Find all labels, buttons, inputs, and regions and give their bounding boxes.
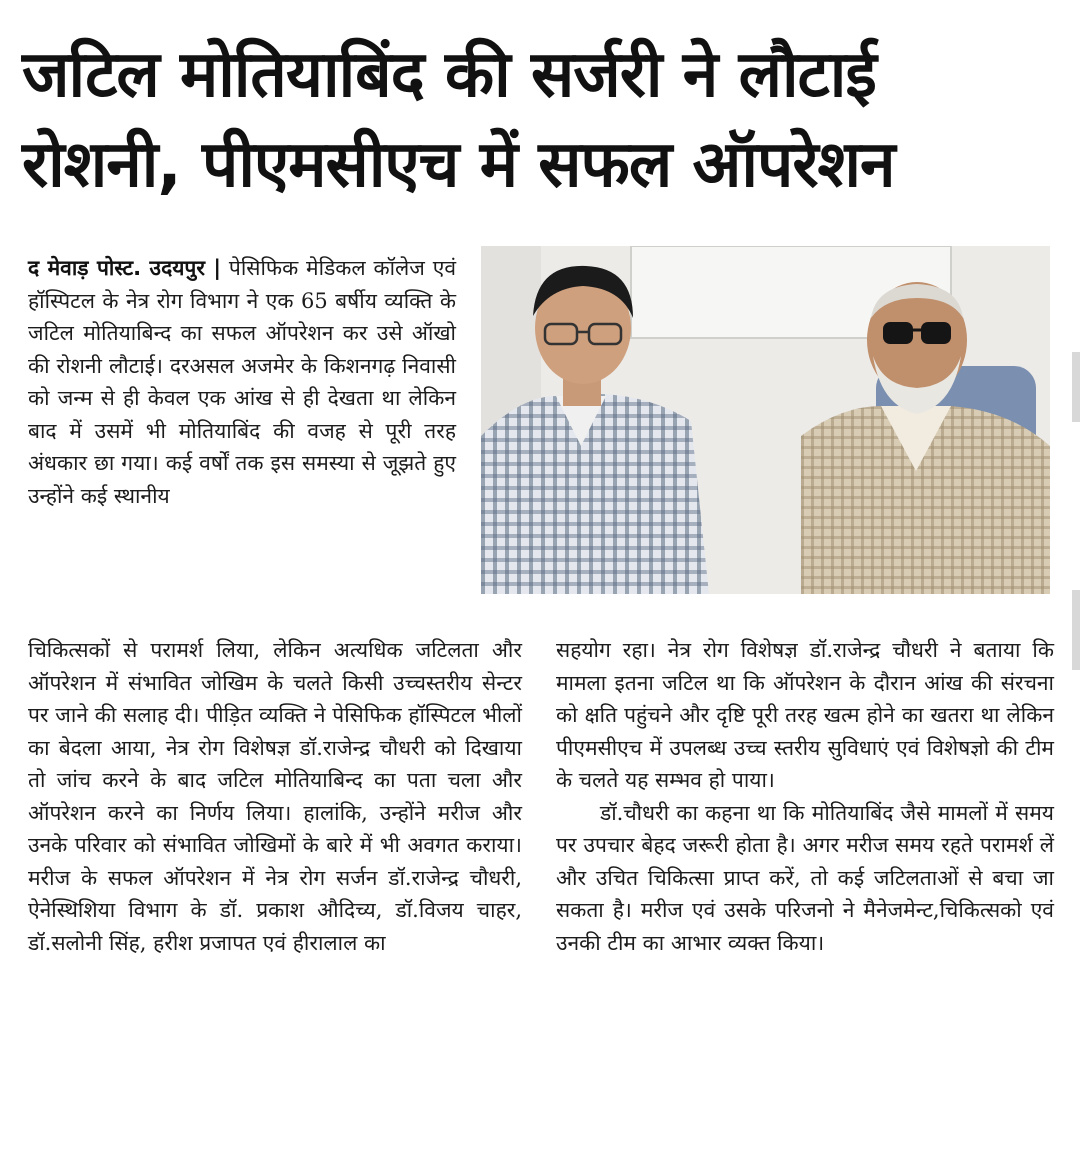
intro-column	[28, 252, 456, 512]
right-column	[556, 634, 1054, 959]
byline: द मेवाड़ पोस्ट. उदयपुर |	[28, 256, 222, 280]
intro-paragraph	[28, 252, 456, 512]
headline-line-2: रोशनी, पीएमसीएच में सफल ऑपरेशन	[22, 128, 895, 202]
page-edge-mark	[1072, 590, 1080, 670]
left-column	[28, 634, 522, 959]
left-column-text: चिकित्सकों से परामर्श लिया, लेकिन अत्यधिक जटिलता और ऑपरेशन में संभावित जोखिम के चलते किसी उच्चस्तरीय सेन्टर पर जाने की सलाह दी। पीड़ित व्यक्ति ने पेसिफिक हॉस्पिटल भीलों का बेदला आया, नेत्र रोग विशेषज्ञ डॉ.राजेन्द्र चौधरी को दिखाया तो जांच करने के बाद जटिल मोतियाबिन्द का पता चला और ऑपरेशन करने का निर्णय लिया। हालांकि, उन्होंने मरीज और उनके परिवार को संभावित जोखिमों के बारे में भी अवगत कराया। मरीज के सफल ऑपरेशन में नेत्र रोग सर्जन डॉ.राजेन्द्र चौधरी, ऐनेस्थिशिया विभाग के डॉ. प्रकाश औदिच्य, डॉ.विजय चाहर, डॉ.सलोनी सिंह, हरीश प्रजापत एवं हीरालाल का	[28, 638, 522, 955]
article-photo	[481, 246, 1050, 594]
photo-doctor-and-patient	[481, 246, 1050, 594]
intro-text: पेसिफिक मेडिकल कॉलेज एवं हॉस्पिटल के नेत्र रोग विभाग ने एक 65 बर्षीय व्यक्ति के जटिल मोतियाबिन्द का सफल ऑपरेशन कर उसे ऑखो की रोशनी लौटाई। दरअसल अजमेर के किशनगढ़ निवासी को जन्म से ही केवल एक आंख से ही देखता था लेकिन बाद में उसमें भी मोतियाबिंद की वजह से पूरी तरह अंधकार छा गया। कई वर्षों तक इस समस्या से जूझते हुए उन्होंने कई स्थानीय	[28, 256, 456, 508]
right-paragraph-1: सहयोग रहा। नेत्र रोग विशेषज्ञ डॉ.राजेन्द्र चौधरी ने बताया कि मामला इतना जटिल था कि ऑपरेशन के दौरान आंख की संरचना को क्षति पहुंचने और दृष्टि पूरी तरह खत्म होने का खतरा था लेकिन पीएमसीएच में उपलब्ध उच्च स्तरीय सुविधाएं एवं विशेषज्ञो की टीम के चलते यह सम्भव हो पाया।	[556, 638, 1054, 792]
headline-line-1: जटिल मोतियाबिंद की सर्जरी ने लौटाई	[22, 38, 876, 112]
page-edge-mark	[1072, 352, 1080, 422]
right-paragraph-2: डॉ.चौधरी का कहना था कि मोतियाबिंद जैसे मामलों में समय पर उपचार बेहद जरूरी होता है। अगर मरीज समय रहते परामर्श लें और उचित चिकित्सा प्राप्त करें, तो कई जटिलताओं से बचा जा सकता है। मरीज एवं उसके परिजनो ने मैनेजमेन्ट,चिकित्सको एवं उनकी टीम का आभार व्यक्त किया।	[556, 800, 1054, 955]
article-headline	[22, 30, 1062, 210]
